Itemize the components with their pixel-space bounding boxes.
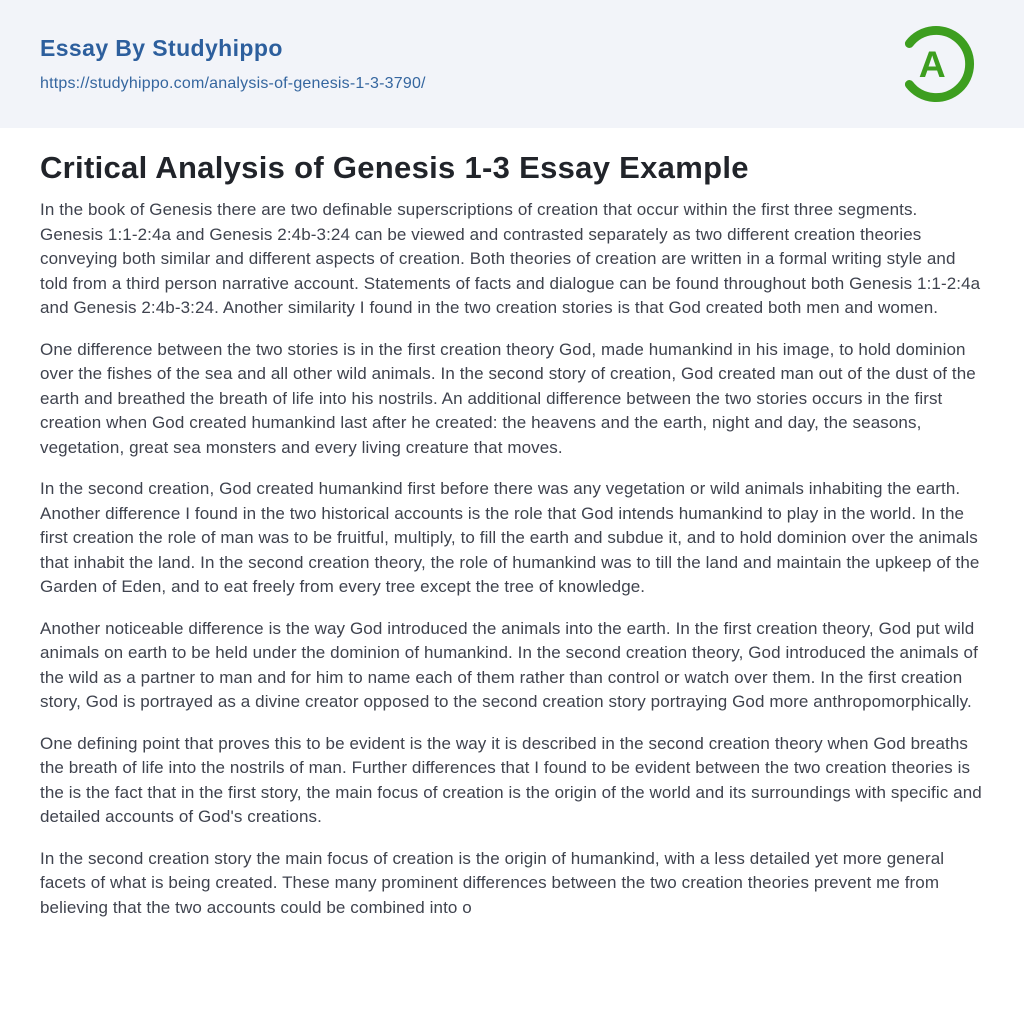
source-url-link[interactable]: https://studyhippo.com/analysis-of-genesis-1-3-3790/ xyxy=(40,75,426,92)
essay-title: Critical Analysis of Genesis 1-3 Essay Example xyxy=(40,150,749,185)
essay-content xyxy=(0,128,1024,920)
essay-paragraph-1: In the book of Genesis there are two definable superscriptions of creation that occur within the first three segments. Genesis 1:1-2:4a and Genesis 2:4b-3:24 can be viewed and contrasted separately as two different creation theories conveying both similar and different aspects of creation. Both theories of creation are written in a formal writing style and told from a third person narrative account. Statements of facts and dialogue can be found throughout both Genesis 1:1-2:4a and Genesis 2:4b-3:24. Another similarity I found in the two creation stories is that God created both men and women. xyxy=(40,200,981,318)
essay-paragraph-6: In the second creation story the main focus of creation is the origin of humankind, with a less detailed yet more general facets of what is being created. These many prominent differences between the two creation theories prevent me from believing that the two accounts could be combined into o xyxy=(40,848,945,917)
banner-text-block xyxy=(40,35,426,93)
studyhippo-logo-icon xyxy=(894,22,978,106)
site-label: Essay By Studyhippo xyxy=(40,35,283,61)
essay-paragraph-5: One defining point that proves this to be evident is the way it is described in the second creation theory when God breaths the breath of life into the nostrils of man. Further differences that I found to be evident between the two creation theories is the is the fact that in the first story, the main focus of creation is the origin of the world and its surroundings with specific and detailed accounts of God's creations. xyxy=(40,733,982,827)
source-banner xyxy=(0,0,1024,128)
studyhippo-logo xyxy=(894,22,978,106)
essay-paragraph-2: One difference between the two stories is in the first creation theory God, made humankind in his image, to hold dominion over the fishes of the sea and all other wild animals. In the second story of creation, God created man out of the dust of the earth and breathed the breath of life into his nostrils. An additional difference between the two stories occurs in the first creation when God created humankind last after he created: the heavens and the earth, night and day, the seasons, vegetation, great sea monsters and every living creature that moves. xyxy=(40,339,976,457)
essay-paragraph-3: In the second creation, God created humankind first before there was any vegetation or wild animals inhabiting the earth. Another difference I found in the two historical accounts is the role that God intends humankind to play in the world. In the first creation the role of man was to be fruitful, multiply, to fill the earth and subdue it, and to hold dominion over the animals that inhabit the land. In the second creation theory, the role of humankind was to till the land and maintain the upkeep of the Garden of Eden, and to eat freely from every tree except the tree of knowledge. xyxy=(40,479,980,597)
logo-letter: A xyxy=(918,43,946,86)
essay-paragraph-4: Another noticeable difference is the way God introduced the animals into the earth. In the first creation theory, God put wild animals on earth to be held under the dominion of humankind. In the second creation theory, God introduced the animals of the wild as a partner to man and for him to name each of them rather than control or watch over them. In the first creation story, God is portrayed as a divine creator opposed to the second creation story portraying God more anthropomorphically. xyxy=(40,618,978,712)
